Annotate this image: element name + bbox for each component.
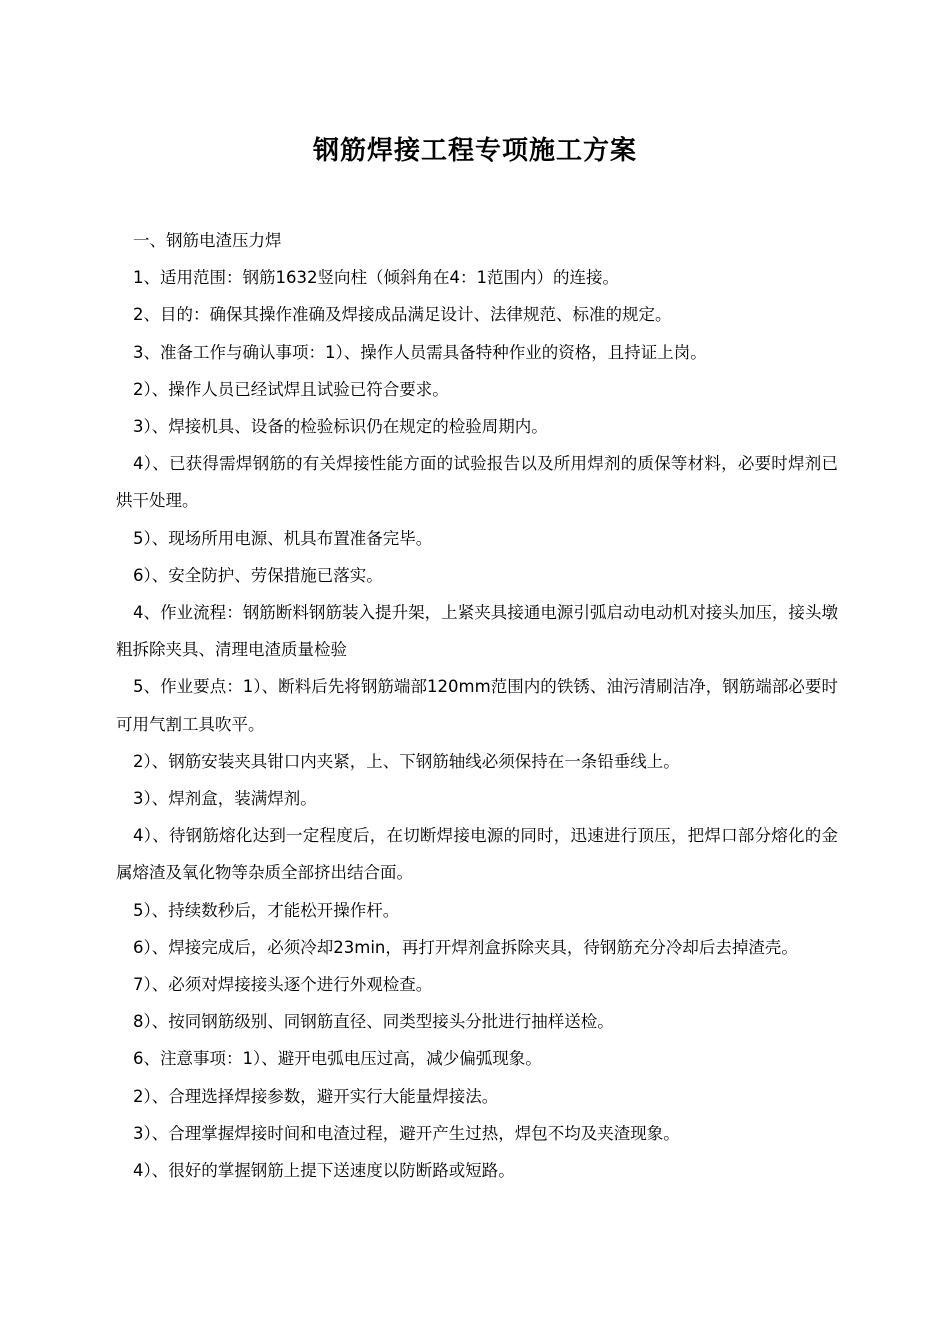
paragraph: 5、作业要点：1）、断料后先将钢筋端部120mm范围内的铁锈、油污清刷洁净，钢筋端部必要时可用气割工具吹平。 xyxy=(116,677,838,734)
paragraph: 3）、焊剂盒，装满焊剂。 xyxy=(133,789,317,809)
paragraph: 4）、很好的掌握钢筋上提下送速度以防断路或短路。 xyxy=(133,1161,515,1181)
section-heading: 一、钢筋电渣压力焊 xyxy=(133,231,282,250)
paragraph: 8）、按同钢筋级别、同钢筋直径、同类型接头分批进行抽样送检。 xyxy=(133,1012,614,1032)
paragraph: 5）、持续数秒后，才能松开操作杆。 xyxy=(133,900,400,920)
paragraph: 4）、已获得需焊钢筋的有关焊接性能方面的试验报告以及所用焊剂的质保等材料，必要时焊剂已烘干处理。 xyxy=(116,454,838,511)
paragraph: 2）、合理选择焊接参数，避开实行大能量焊接法。 xyxy=(133,1086,499,1106)
paragraph: 4）、待钢筋熔化达到一定程度后，在切断焊接电源的同时，迅速进行顶压，把焊口部分熔化的金属熔渣及氧化物等杂质全部挤出结合面。 xyxy=(116,826,838,883)
paragraph: 2）、操作人员已经试焊且试验已符合要求。 xyxy=(133,379,449,399)
paragraph: 2、目的：确保其操作准确及焊接成品满足设计、法律规范、标准的规定。 xyxy=(133,305,672,325)
paragraph: 4、作业流程：钢筋断料钢筋装入提升架，上紧夹具接通电源引弧启动电动机对接头加压，接头墩粗拆除夹具、清理电渣质量检验 xyxy=(116,603,838,660)
paragraph: 7）、必须对焊接接头逐个进行外观检查。 xyxy=(133,975,433,995)
paragraph: 3、准备工作与确认事项：1）、操作人员需具备特种作业的资格，且持证上岗。 xyxy=(133,342,707,362)
document-title: 钢筋焊接工程专项施工方案 xyxy=(312,136,637,166)
paragraph: 6）、安全防护、劳保措施已落实。 xyxy=(133,565,383,585)
paragraph: 3）、焊接机具、设备的检验标识仍在规定的检验周期内。 xyxy=(133,417,548,437)
paragraph: 5）、现场所用电源、机具布置准备完毕。 xyxy=(133,528,433,548)
paragraph: 1、适用范围：钢筋1632竖向柱（倾斜角在4：1范围内）的连接。 xyxy=(133,268,619,288)
document-body xyxy=(116,222,838,1189)
paragraph: 6、注意事项：1）、避开电弧电压过高，减少偏弧现象。 xyxy=(133,1049,542,1069)
paragraph: 2）、钢筋安装夹具钳口内夹紧，上、下钢筋轴线必须保持在一条铅垂线上。 xyxy=(133,751,680,771)
paragraph: 6）、焊接完成后，必须冷却23min，再打开焊剂盒拆除夹具，待钢筋充分冷却后去掉渣壳。 xyxy=(133,937,798,957)
paragraph: 3）、合理掌握焊接时间和电渣过程，避开产生过热，焊包不均及夹渣现象。 xyxy=(133,1123,680,1143)
